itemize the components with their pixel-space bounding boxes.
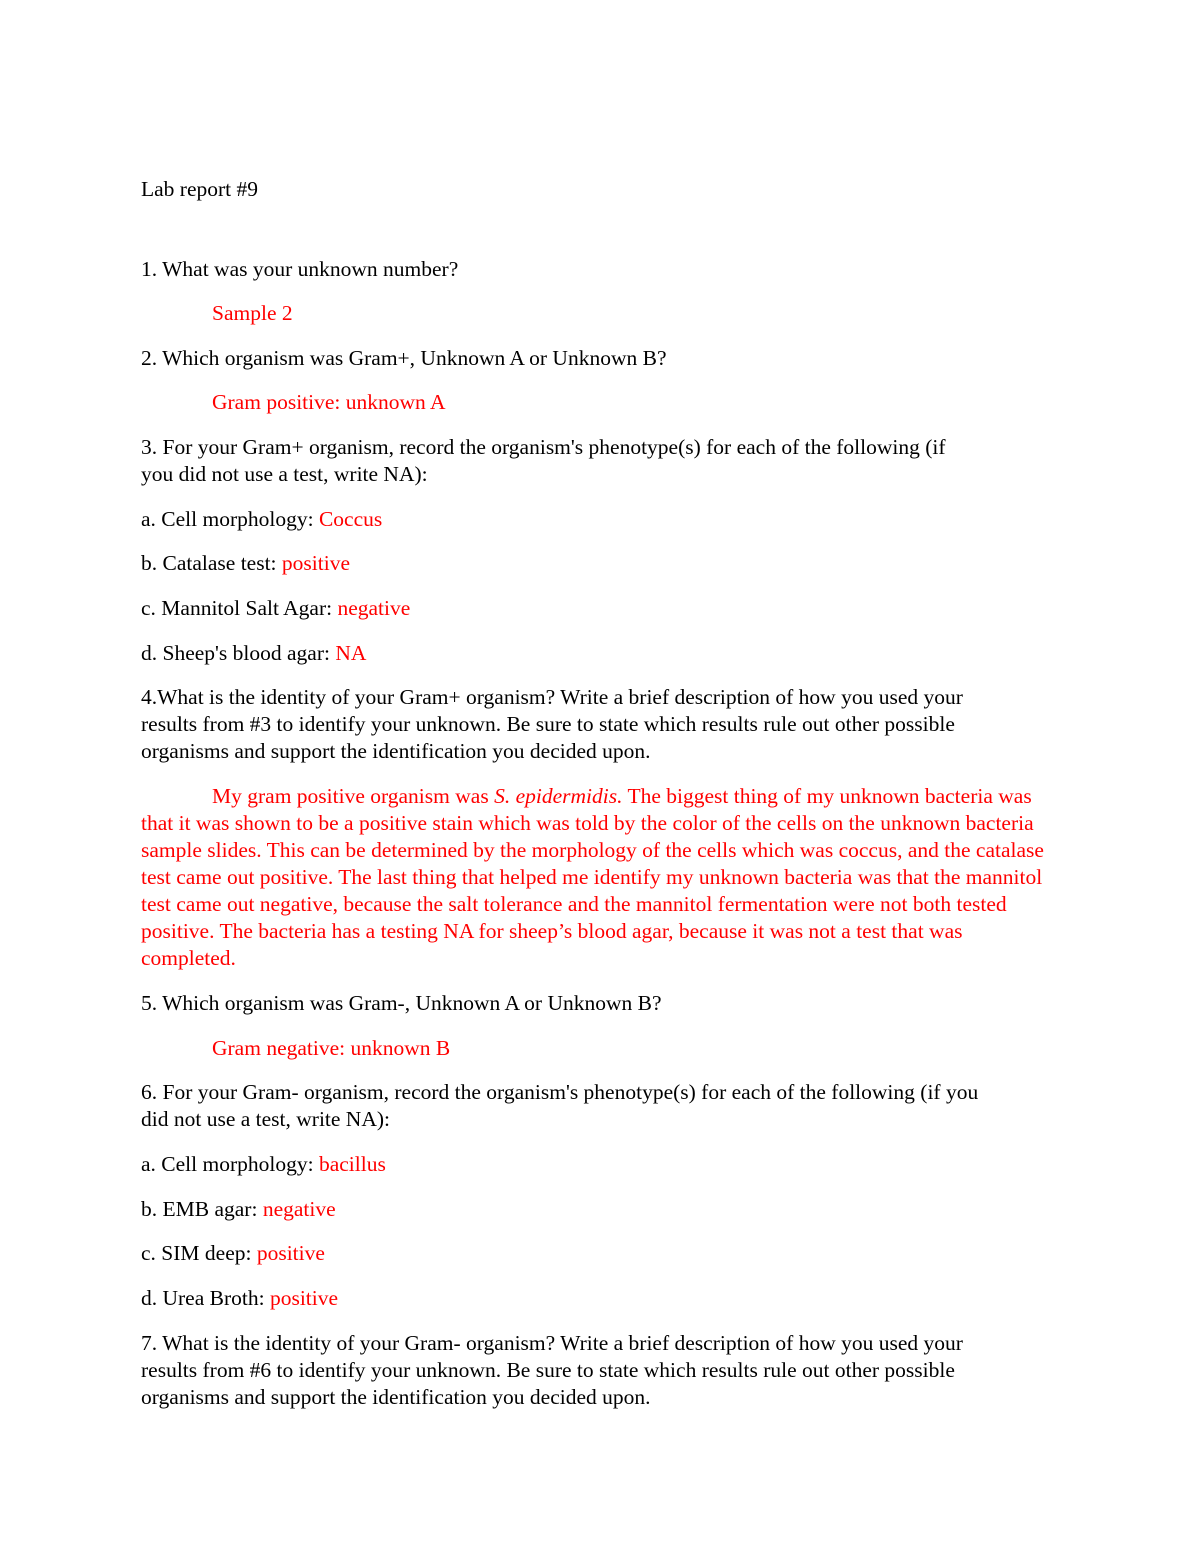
q6-item-c-label: c. SIM deep: bbox=[141, 1241, 257, 1265]
q3-item-a-value: Coccus bbox=[318, 507, 383, 531]
question-3-line-1: 3. For your Gram+ organism, record the organism's phenotype(s) for each of the following (if bbox=[141, 435, 946, 459]
q6-item-c bbox=[141, 1240, 325, 1267]
q6-item-d-label: d. Urea Broth: bbox=[141, 1286, 270, 1310]
q6-item-a bbox=[141, 1151, 386, 1178]
question-6-line-1: 6. For your Gram- organism, record the organism's phenotype(s) for each of the following (if you bbox=[141, 1080, 979, 1104]
q3-item-c-value: negative bbox=[337, 596, 411, 620]
question-4-line-1: 4.What is the identity of your Gram+ organism? Write a brief description of how you used your bbox=[141, 685, 963, 709]
q6-item-b-label: b. EMB agar: bbox=[141, 1197, 263, 1221]
q3-item-c-label: c. Mannitol Salt Agar: bbox=[141, 596, 338, 620]
question-2: 2. Which organism was Gram+, Unknown A or Unknown B? bbox=[141, 346, 667, 370]
q3-item-d bbox=[141, 640, 366, 667]
question-5: 5. Which organism was Gram-, Unknown A or Unknown B? bbox=[141, 991, 662, 1015]
answer-2: Gram positive: unknown A bbox=[212, 390, 446, 414]
q6-item-a-label: a. Cell morphology: bbox=[141, 1152, 319, 1176]
q6-item-a-value: bacillus bbox=[318, 1152, 386, 1176]
q6-item-d-value: positive bbox=[269, 1286, 339, 1310]
answer-4-intro: My gram positive organism was bbox=[212, 784, 495, 808]
q3-item-b bbox=[141, 550, 350, 577]
q6-item-b-value: negative bbox=[262, 1197, 336, 1221]
q3-item-a bbox=[141, 506, 382, 533]
q3-item-d-value: NA bbox=[335, 641, 367, 665]
q6-item-b bbox=[141, 1196, 336, 1223]
q3-item-d-label: d. Sheep's blood agar: bbox=[141, 641, 336, 665]
question-7-line-3: organisms and support the identification you decided upon. bbox=[141, 1385, 651, 1409]
q3-item-a-label: a. Cell morphology: bbox=[141, 507, 319, 531]
q3-item-b-value: positive bbox=[281, 551, 350, 575]
question-7-line-2: results from #6 to identify your unknown. Be sure to state which results rule out other possible bbox=[141, 1358, 955, 1382]
q6-item-d bbox=[141, 1285, 338, 1312]
q3-item-c bbox=[141, 595, 410, 622]
q6-item-c-value: positive bbox=[256, 1241, 325, 1265]
doc-title: Lab report #9 bbox=[141, 177, 259, 201]
answer-5: Gram negative: unknown B bbox=[212, 1036, 451, 1060]
answer-4-paragraph bbox=[141, 783, 1061, 972]
q3-item-b-label: b. Catalase test: bbox=[141, 551, 282, 575]
question-7-line-1: 7. What is the identity of your Gram- organism? Write a brief description of how you used your bbox=[141, 1331, 963, 1355]
answer-4-species: S. epidermidis. bbox=[494, 784, 623, 808]
answer-1: Sample 2 bbox=[212, 301, 293, 325]
question-1: 1. What was your unknown number? bbox=[141, 257, 459, 281]
question-4-line-2: results from #3 to identify your unknown. Be sure to state which results rule out other possible bbox=[141, 712, 955, 736]
question-6-line-2: did not use a test, write NA): bbox=[141, 1107, 390, 1131]
question-3-line-2: you did not use a test, write NA): bbox=[141, 462, 428, 486]
answer-4-body: The biggest thing of my unknown bacteria was that it was shown to be a positive stain which was told by the color of the cells on the unknown bacteria sample slides. This can be determined by the morphology of the cells which was coccus, and the catalase test came out positive. The last thing that helped me identify my unknown bacteria was that the mannitol test came out negative, because the salt tolerance and the mannitol fermentation were not both tested positive. The bacteria has a testing NA for sheep’s blood agar, because it was not a test that was completed. bbox=[141, 784, 1044, 970]
question-4-line-3: organisms and support the identification you decided upon. bbox=[141, 739, 651, 763]
